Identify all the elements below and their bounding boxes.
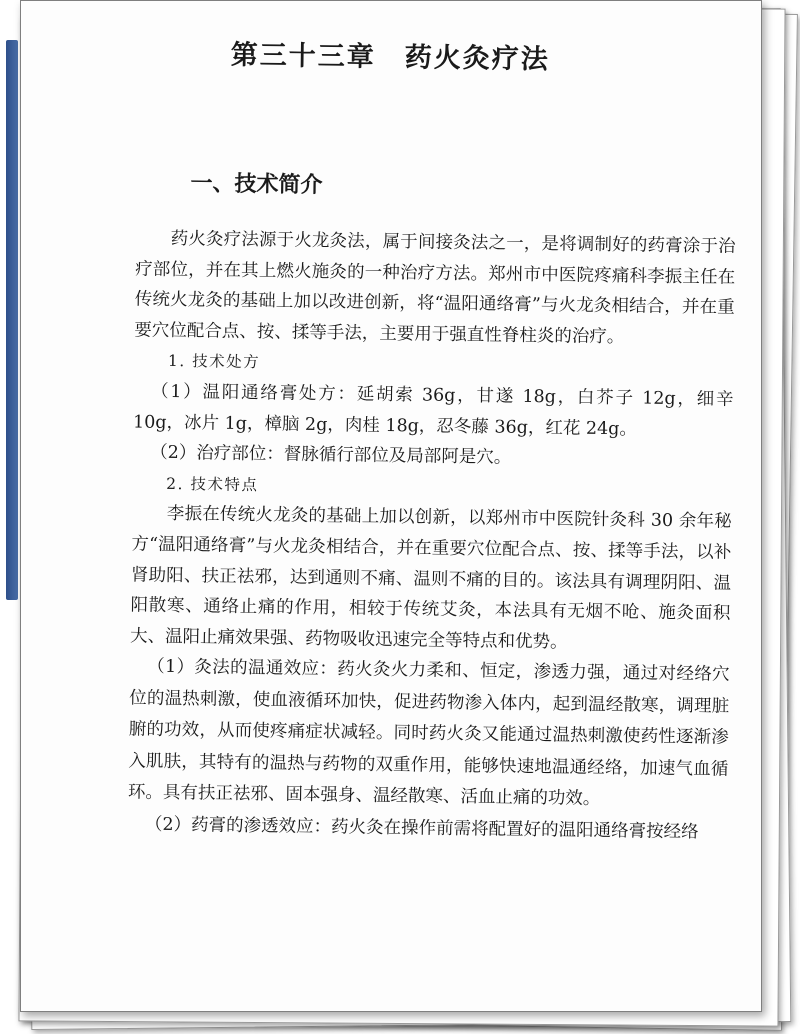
effect-penetration-paragraph: （2）药膏的渗透效应：药火灸在操作前需将配置好的温阳通络膏按经络 [144,814,699,843]
document-page [20,0,762,1012]
subsection-title-prescription: 1. 技术处方 [167,352,261,372]
features-paragraph: 李振在传统火龙灸的基础上加以创新，以郑州市中医院针灸科 30 余年秘方“温阳通络膏”与火龙灸相结合，并在重要穴位配合点、按、揉等手法，以补肾助阳、扶正祛邪，达到通则不痛、温则不痛的目的。该法具有调理阴阳、温阳散寒、通络止痛的作用，相较于传统艾灸，本法具有无烟不呛、施灸面积大、温阳止痛效果强、药物吸收迅速完全等特点和优势。 [129,504,732,653]
prescription-location: （2）治疗部位：督脉循行部位及局部阿是穴。 [150,442,512,468]
chapter-title: 第三十三章 药火灸疗法 [230,39,550,76]
body-text [127,223,736,848]
section-heading: 一、技术简介 [190,171,323,199]
intro-paragraph: 药火灸疗法源于火龙灸法，属于间接灸法之一，是将调制好的药膏涂于治疗部位，并在其上燃火施灸的一种治疗方法。郑州市中医院疼痛科李振主任在传统火龙灸的基础上加以改进创新，将“温阳通络膏”与火龙灸相结合，并在重要穴位配合点、按、揉等手法，主要用于强直性脊柱炎的治疗。 [134,228,736,348]
book-cover-edge [6,40,18,600]
page-content [20,0,761,1012]
prescription-formula: （1）温阳通络膏处方：延胡索 36g，甘遂 18g，白芥子 12g，细辛 10g，冰片 1g，樟脑 2g，肉桂 18g，忍冬藤 36g，红花 24g。 [132,381,734,440]
effect-warming-paragraph: （1）灸法的温通效应：药火灸火力柔和、恒定，渗透力强，通过对经络穴位的温热刺激，使血液循环加快，促进药物渗入体内，起到温经散寒，调理脏腑的功效，从而使疼痛症状减轻。同时药火灸又能通过温热刺激使药性逐渐渗入肌肤，其特有的温热与药物的双重作用，能够快速地温通经络，加速气血循环。具有扶正祛邪、固本强身、温经散寒、活血止痛的功效。 [127,656,730,810]
subsection-title-features: 2. 技术特点 [166,474,259,494]
